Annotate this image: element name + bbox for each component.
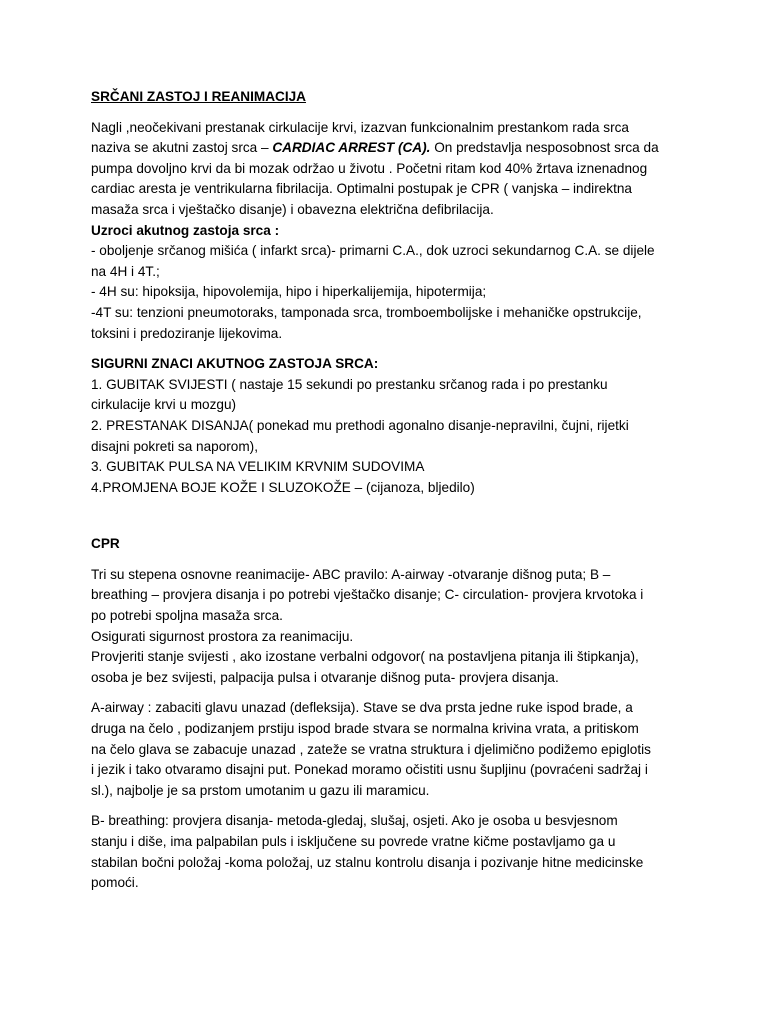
text-line: na čelo glava se zabacuje unazad , zateže se vratna struktura i djelimično podižemo epiglotis xyxy=(91,741,651,757)
text-line: breathing – provjera disanja i po potrebi vještačko disanje; C- circulation- provjera krvotoka i xyxy=(91,587,644,603)
text-line: po potrebi spoljna masaža srca. xyxy=(91,608,283,624)
text-line: na 4H i 4T.; xyxy=(91,263,160,279)
text-run: naziva se akutni zastoj srca – xyxy=(91,140,273,156)
list-item: 2. PRESTANAK DISANJA( ponekad mu prethodi agonalno disanje-nepravilni, čujni, rijetki xyxy=(91,417,629,433)
text-line: cardiac aresta je ventrikularna fibrilacija. Optimalni postupak je CPR ( vanjska – indirektna xyxy=(91,181,632,197)
causes-heading: Uzroci akutnog zastoja srca : xyxy=(91,222,280,238)
text-line: - oboljenje srčanog mišića ( infarkt srca)- primarni C.A., dok uzroci sekundarnog C.A. se dijele xyxy=(91,243,655,259)
breathing-paragraph xyxy=(91,811,691,893)
text-line: B- breathing: provjera disanja- metoda-gledaj, slušaj, osjeti. Ako je osoba u besvjesnom xyxy=(91,813,618,829)
list-item: cirkulacije krvi u mozgu) xyxy=(91,397,237,413)
list-item: disajni pokreti sa naporom), xyxy=(91,438,258,454)
text-line: sl.), najbolje je sa prstom umotanim u gazu ili maramicu. xyxy=(91,782,430,798)
text-line: i jezik i tako otvaramo disajni put. Ponekad moramo očistiti usnu šupljinu (povraćeni sadržaj i xyxy=(91,762,648,778)
text-line: druga na čelo , podizanjem prstiju ispod brade stvara se normalna krivina vrata, a pritiskom xyxy=(91,721,639,737)
airway-paragraph xyxy=(91,698,691,801)
cpr-intro-paragraph xyxy=(91,565,691,689)
text-line: toksini i predoziranje lijekovima. xyxy=(91,325,283,341)
document-body xyxy=(91,87,691,894)
text-line: Tri su stepena osnovne reanimacije- ABC pravilo: A-airway -otvaranje dišnog puta; B – xyxy=(91,566,611,582)
text-line: stabilan bočni položaj -koma položaj, uz stalnu kontrolu disanja i pozivanje hitne medicinske xyxy=(91,854,644,870)
text-line: Provjeriti stanje svijesti , ako izostane verbalni odgovor( na postavljena pitanja ili štipkanja), xyxy=(91,649,639,665)
text-line: Nagli ,neočekivani prestanak cirkulacije krvi, izazvan funkcionalnim prestankom rada srca xyxy=(91,119,629,135)
text-line: -4T su: tenzioni pneumotoraks, tamponada srca, tromboembolijske i mehaničke opstrukcije, xyxy=(91,304,642,320)
text-line: osoba je bez svijesti, palpacija pulsa i otvaranje dišnog puta- provjera disanja. xyxy=(91,669,559,685)
list-item: 3. GUBITAK PULSA NA VELIKIM KRVNIM SUDOVIMA xyxy=(91,459,425,475)
document-title: SRČANI ZASTOJ I REANIMACIJA xyxy=(91,89,307,104)
text-line: pumpa dovoljno krvi da bi mozak održao u životu . Početni ritam kod 40% žrtava iznenadnog xyxy=(91,160,648,176)
text-line xyxy=(91,138,691,159)
list-item: 1. GUBITAK SVIJESTI ( nastaje 15 sekundi po prestanku srčanog rada i po prestanku xyxy=(91,376,608,392)
signs-heading: SIGURNI ZNACI AKUTNOG ZASTOJA SRCA: xyxy=(91,356,379,372)
cpr-heading: CPR xyxy=(91,536,120,552)
text-line: masaža srca i vještačko disanje) i obavezna električna defibrilacija. xyxy=(91,201,494,217)
text-line: pomoći. xyxy=(91,875,139,891)
text-line: - 4H su: hipoksija, hipovolemija, hipo i hiperkalijemija, hipotermija; xyxy=(91,284,487,300)
text-run: On predstavlja nesposobnost srca da xyxy=(430,140,659,156)
text-line: Osigurati sigurnost prostora za reanimaciju. xyxy=(91,628,354,644)
list-item: 4.PROMJENA BOJE KOŽE I SLUZOKOŽE – (cijanoza, bljedilo) xyxy=(91,479,475,495)
signs-section xyxy=(91,354,691,498)
intro-paragraph xyxy=(91,118,691,345)
cardiac-arrest-term: CARDIAC ARREST (CA). xyxy=(272,140,431,156)
text-line: A-airway : zabaciti glavu unazad (defleksija). Stave se dva prsta jedne ruke ispod brade, a xyxy=(91,700,633,716)
text-line: stanju i diše, ima palpabilan puls i isključene su povrede vratne kičme postavljamo ga u xyxy=(91,834,616,849)
